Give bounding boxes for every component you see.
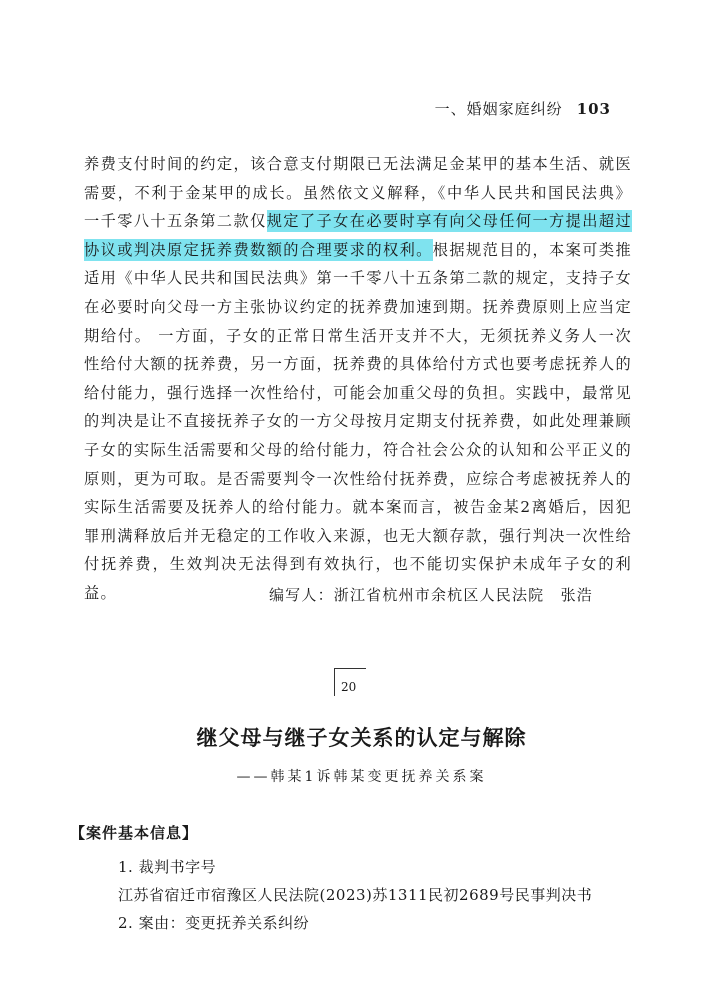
info-item-judgment-label: 1. 裁判书字号 bbox=[118, 858, 217, 876]
running-header bbox=[435, 98, 611, 119]
text-before-highlight: 养费支付时间的约定，该合意支付期限已无法满足金某甲的基本生活、就医需要，不利于金某甲的成长。虽然依文义解释，《中华人民共和国民法典》 一千零八十五条第二款仅 bbox=[84, 155, 632, 231]
case-subtitle: ——韩某1诉韩某变更抚养关系案 bbox=[236, 769, 487, 785]
basic-info-heading: 【案件基本信息】 bbox=[70, 824, 199, 842]
case-title: 继父母与继子女关系的认定与解除 bbox=[196, 726, 527, 750]
info-item-cause: 2. 案由：变更抚养关系纠纷 bbox=[118, 914, 310, 932]
case-number-box bbox=[334, 668, 366, 696]
case-number: 20 bbox=[341, 680, 357, 694]
highlighted-text: 规定了子女在必要时享有向父母任何一方提出超过协议或判决原定抚养费数额的合理要求的权利。 bbox=[84, 212, 632, 259]
info-item-judgment-value: 江苏省宿迁市宿豫区人民法院(2023)苏1311民初2689号民事判决书 bbox=[118, 886, 593, 904]
header-section-title: 一、婚姻家庭纠纷 bbox=[434, 100, 563, 118]
text-after-highlight: 根据规范目的，本案可类推适用《中华人民共和国民法典》第一千零八十五条第二款的规定，支持子女在必要时向父母一方主张协议约定的抚养费加速到期。抚养费原则上应当定期给付。 一方面，子女的正常日常生活开支并不大，无须抚养义务人一次性给付大额的抚养费，另一方面，抚养费的具体给付方式也要考虑抚养人的给付能力，强行选择一次性给付，可能会加重父母的负担。实践中，最常见的判决是让不直接抚养子女的一方父母按月定期支付抚养费，如此处理兼顾子女的实际生活需要和父母的给付能力，符合社会公众的认知和公平正义的原则，更为可取。是否需要判令一次性给付抚养费，应综合考虑被抚养人的实际生活需要及抚养人的给付能力。就本案而言，被告金某2离婚后，因犯罪刑满释放后并无稳定的工作收入来源，也无大额存款，强行判决一次性给付抚养费，生效判决无法得到有效执行，也不能切实保护未成年子女的利益。 bbox=[84, 240, 632, 602]
body-paragraph bbox=[84, 150, 632, 608]
author-line: 编写人：浙江省杭州市余杭区人民法院 张浩 bbox=[268, 586, 593, 604]
page-number: 103 bbox=[576, 100, 611, 118]
paragraph-text bbox=[84, 150, 632, 608]
